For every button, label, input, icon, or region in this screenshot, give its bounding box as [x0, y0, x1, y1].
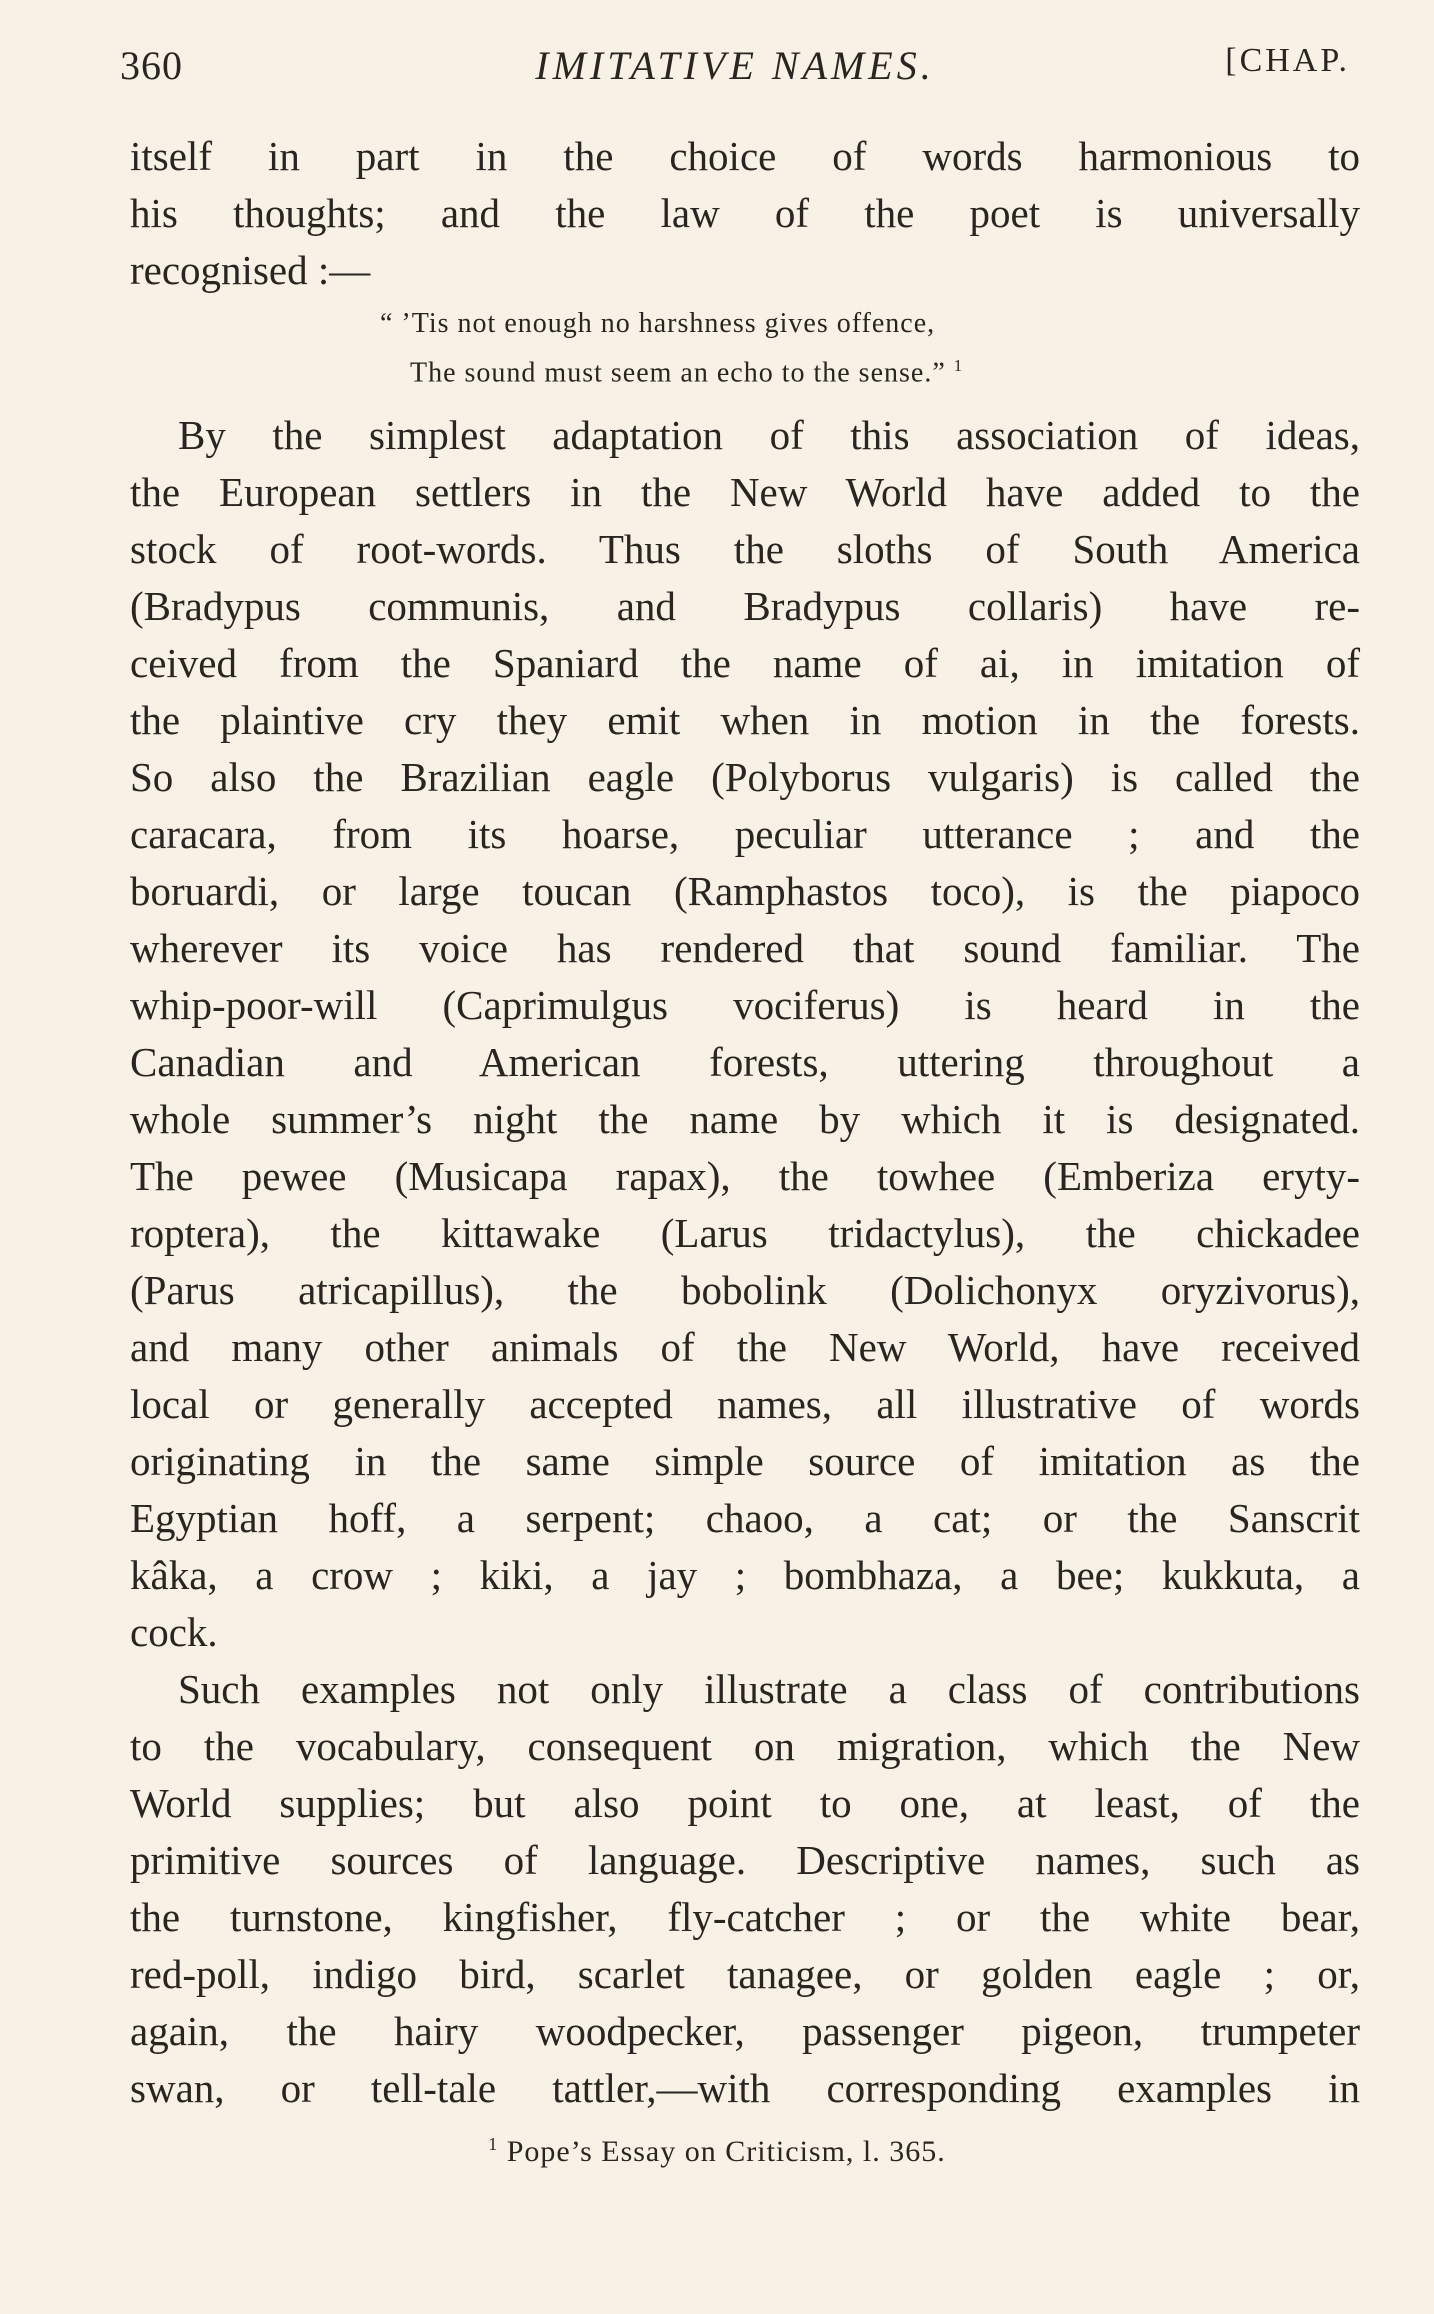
text-line: Such examples not only illustrate a class of contributions [178, 1666, 1360, 1712]
text-line: wherever its voice has rendered that sound familiar. The [130, 925, 1360, 971]
footnote-marker: 1 [953, 356, 964, 375]
quote-line-text: The sound must seem an echo to the sense.” [410, 357, 946, 389]
quote-line [130, 345, 1360, 387]
text-line: (Bradypus communis, and Bradypus collaris) have re- [130, 583, 1360, 629]
text-line: stock of root-words. Thus the sloths of South America [130, 526, 1360, 572]
text-line: boruardi, or large toucan (Ramphastos toco), is the piapoco [130, 868, 1360, 914]
text-line: (Parus atricapillus), the bobolink (Dolichonyx oryzivorus), [130, 1267, 1360, 1313]
page-number: 360 [120, 43, 183, 88]
text-line: cock. [130, 1609, 218, 1655]
footnote-text: Pope’s Essay on Criticism, l. 365. [506, 2135, 946, 2168]
text-line: originating in the same simple source of imitation as the [130, 1438, 1360, 1484]
text-line: So also the Brazilian eagle (Polyborus vulgaris) is called the [130, 754, 1360, 800]
text-line: World supplies; but also point to one, at least, of the [130, 1780, 1360, 1826]
text-line: caracara, from its hoarse, peculiar utterance ; and the [130, 811, 1360, 857]
running-title: IMITATIVE NAMES. [535, 43, 935, 88]
text-line: The pewee (Musicapa rapax), the towhee (Emberiza eryty- [130, 1153, 1360, 1199]
text-line: his thoughts; and the law of the poet is universally [130, 190, 1360, 236]
text-line: Canadian and American forests, uttering throughout a [130, 1039, 1360, 1085]
text-line: roptera), the kittawake (Larus tridactylus), the chickadee [130, 1210, 1360, 1256]
text-line: whole summer’s night the name by which it is designated. [130, 1096, 1360, 1142]
body-text [130, 128, 1360, 2117]
text-line: itself in part in the choice of words harmonious to [130, 133, 1360, 179]
text-line: the turnstone, kingfisher, fly-catcher ; or the white bear, [130, 1894, 1360, 1940]
quote-line: “ ’Tis not enough no harshness gives offence, [380, 308, 936, 339]
verse-quotation [130, 303, 1360, 387]
text-line: red-poll, indigo bird, scarlet tanagee, or golden eagle ; or, [130, 1951, 1360, 1997]
text-line: and many other animals of the New World, have received [130, 1324, 1360, 1370]
footnote-marker: 1 [488, 2134, 499, 2154]
text-line: primitive sources of language. Descriptive names, such as [130, 1837, 1360, 1883]
text-line: By the simplest adaptation of this association of ideas, [178, 412, 1360, 458]
text-line: recognised :— [130, 247, 371, 293]
chapter-mark: [CHAP. [1225, 42, 1350, 79]
text-line: whip-poor-will (Caprimulgus vociferus) is heard in the [130, 982, 1360, 1028]
text-line: kâka, a crow ; kiki, a jay ; bombhaza, a bee; kukkuta, a [130, 1552, 1360, 1598]
text-line: to the vocabulary, consequent on migration, which the New [130, 1723, 1360, 1769]
text-line: the plaintive cry they emit when in motion in the forests. [130, 697, 1360, 743]
text-line: swan, or tell-tale tattler,—with corresponding examples in [130, 2065, 1360, 2111]
footnote [0, 2134, 1434, 2169]
page-header [120, 42, 1350, 112]
text-line: local or generally accepted names, all illustrative of words [130, 1381, 1360, 1427]
text-line: again, the hairy woodpecker, passenger pigeon, trumpeter [130, 2008, 1360, 2054]
text-line: the European settlers in the New World have added to the [130, 469, 1360, 515]
text-line: Egyptian hoff, a serpent; chaoo, a cat; or the Sanscrit [130, 1495, 1360, 1541]
text-line: ceived from the Spaniard the name of ai, in imitation of [130, 640, 1360, 686]
